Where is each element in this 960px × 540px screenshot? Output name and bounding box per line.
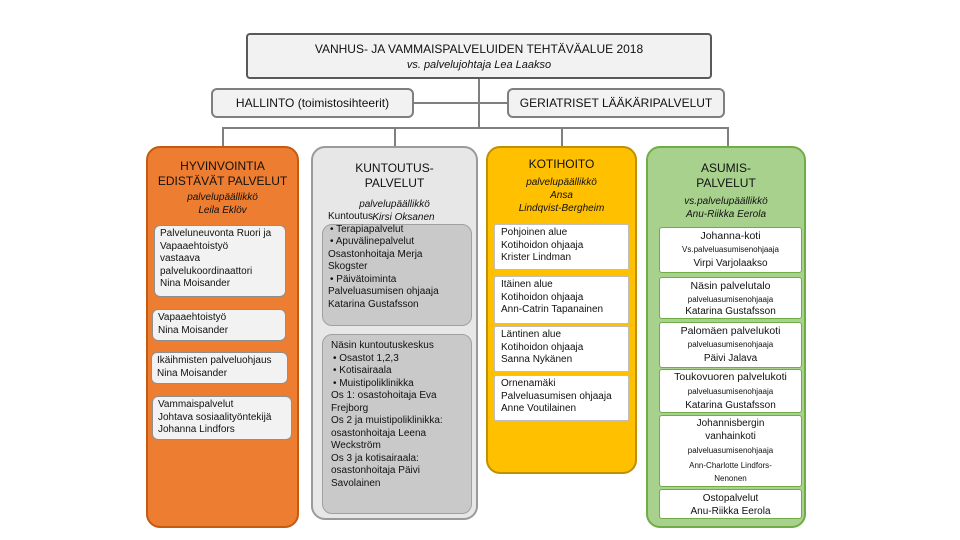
asumis-title-1: ASUMIS- (700, 161, 751, 175)
hyvinvointi-card-3 (151, 352, 288, 384)
unit-role: palveluasumisenohjaaja (687, 446, 774, 455)
unit-role: palveluasumisenohjaaja (687, 340, 774, 349)
unit-name: vanhainkoti (705, 431, 756, 442)
card-line: Läntinen alue (501, 329, 562, 340)
card-line: Vapaaehtoistyö (160, 240, 229, 252)
director-name: vs. palvelujohtaja Lea Laakso (406, 59, 552, 71)
unit-person: Ann-Charlotte Lindfors- (689, 461, 772, 470)
hyvinvointi-title-2: EDISTÄVÄT PALVELUT (157, 174, 288, 188)
card-line: Näsin kuntoutuskeskus (331, 340, 434, 351)
card-line: Nina Moisander (157, 367, 228, 379)
kuntoutus-manager: Kirsi Oksanen (372, 212, 435, 223)
geriatric-unit: GERIATRISET LÄÄKÄRIPALVELUT (507, 88, 725, 118)
connector-horizontal (222, 127, 729, 129)
card-line: Os 2 ja muistipoliklinikka: (331, 415, 443, 426)
unit-name: Johannisbergin (696, 418, 765, 429)
card-line: Vammaispalvelut (158, 399, 234, 410)
card-line: Krister Lindman (501, 252, 572, 263)
kotihoito-card-4 (494, 375, 629, 421)
card-line: Osastonhoitaja Merja (328, 248, 423, 260)
card-line: Nina Moisander (158, 324, 229, 336)
unit-person: Katarina Gustafsson (685, 400, 776, 411)
unit-name: Ostopalvelut (702, 493, 759, 504)
asumis-unit-5 (659, 415, 802, 487)
card-line: Kotihoidon ohjaaja (501, 291, 584, 303)
hyvinvointi-card-1 (154, 225, 286, 297)
card-line: Katarina Gustafsson (328, 298, 419, 310)
asumis-unit-2 (659, 277, 802, 319)
kuntoutus-title-2: PALVELUT (364, 176, 425, 190)
card-line: Kuntoutus (328, 211, 374, 222)
card-line: • Terapiapalvelut (330, 223, 404, 235)
card-line: Itäinen alue (501, 279, 553, 290)
unit-name: Näsin palvelutalo (690, 280, 771, 292)
administration-unit: HALLINTO (toimistosihteerit) (211, 88, 414, 118)
card-line: • Muistipoliklinikka (333, 377, 414, 389)
card-line: • Kotisairaala (333, 365, 392, 376)
card-line: • Apuvälinepalvelut (330, 236, 415, 247)
card-line: Palveluasumisen ohjaaja (328, 286, 439, 297)
hyvinvointi-card-2 (152, 309, 286, 341)
card-line: Skogster (328, 261, 368, 272)
card-line: Ikäihmisten palveluohjaus (157, 355, 272, 366)
kotihoito-manager-2: Lindqvist-Bergheim (518, 203, 605, 214)
kotihoito-role: palvelupäällikkö (526, 177, 597, 188)
unit-person: Nenonen (714, 474, 747, 483)
asumis-unit-4 (659, 369, 802, 413)
asumis-unit-6 (659, 489, 802, 519)
card-line: osastonhoitaja Päivi (331, 465, 420, 476)
asumis-role: vs.palvelupäällikkö (684, 196, 768, 207)
kuntoutus-role: palvelupäällikkö (359, 199, 430, 210)
unit-role: palveluasumisenohjaaja (687, 387, 774, 396)
kotihoito-card-3 (494, 326, 629, 372)
card-line: Anne Voutilainen (501, 403, 577, 414)
unit-person: Päivi Jalava (703, 353, 758, 364)
asumis-unit-1 (659, 227, 802, 273)
asumis-manager: Anu-Riikka Eerola (685, 209, 767, 220)
unit-person: Anu-Riikka Eerola (690, 506, 771, 517)
kuntoutus-card-2 (322, 334, 472, 514)
card-line: Ornenamäki (501, 378, 556, 389)
connector-drop-2 (394, 127, 396, 147)
card-line: osastonhoitaja Leena (331, 427, 427, 439)
connector-drop-4 (727, 127, 729, 147)
card-line: Vapaaehtoistyö (158, 312, 227, 323)
card-line: Johanna Lindfors (158, 424, 235, 435)
kotihoito-manager-1: Ansa (550, 190, 573, 201)
kotihoito-card-1 (494, 224, 629, 270)
unit-name: Toukovuoren palvelukoti (674, 371, 787, 383)
unit-person: Virpi Varjolaakso (693, 258, 768, 269)
card-line: Kotihoidon ohjaaja (501, 239, 584, 251)
connector-staff (414, 102, 508, 104)
card-line: • Osastot 1,2,3 (333, 352, 399, 364)
unit-name: Palomäen palvelukoti (680, 325, 781, 337)
card-line: Os 3 ja kotisairaala: (331, 452, 419, 464)
card-line: Kotihoidon ohjaaja (501, 341, 584, 353)
hyvinvointi-role: palvelupäällikkö (187, 192, 258, 203)
unit-name: Johanna-koti (700, 230, 761, 242)
unit-person: Katarina Gustafsson (685, 306, 776, 317)
card-line: Weckström (331, 440, 381, 451)
card-line: Palveluneuvonta Ruori ja (160, 228, 272, 239)
unit-role: Vs.palveluasumisenohjaaja (682, 245, 779, 254)
asumis-title-2: PALVELUT (696, 176, 756, 190)
connector-drop-3 (561, 127, 563, 147)
hyvinvointi-card-4 (152, 396, 292, 440)
connector-drop-1 (222, 127, 224, 147)
org-title: VANHUS- JA VAMMAISPALVELUIDEN TEHTÄVÄALUE 2018 (314, 42, 644, 56)
kotihoito-card-2 (494, 276, 629, 324)
kotihoito-title: KOTIHOITO (528, 157, 595, 171)
card-line: Pohjoinen alue (501, 227, 568, 238)
director-box (246, 33, 712, 79)
card-line: Savolainen (331, 477, 381, 489)
card-line: palvelukoordinaattori (160, 265, 253, 277)
kuntoutus-title-1: KUNTOUTUS- (355, 161, 434, 175)
card-line: Palveluasumisen ohjaaja (501, 390, 612, 402)
card-line: Os 1: osastohoitaja Eva (331, 390, 437, 401)
card-line: Johtava sosiaalityöntekijä (158, 411, 272, 423)
card-line: vastaava (160, 253, 201, 264)
hyvinvointi-title-1: HYVINVOINTIA (180, 159, 265, 173)
card-line: Nina Moisander (160, 278, 231, 289)
card-line: Frejborg (331, 402, 369, 414)
unit-role: palveluasumisenohjaaja (687, 295, 774, 304)
card-line: Ann-Catrin Tapanainen (501, 304, 604, 315)
asumis-unit-3 (659, 322, 802, 368)
hyvinvointi-manager: Leila Eklöv (198, 205, 247, 216)
card-line: Sanna Nykänen (501, 354, 573, 365)
card-line: • Päivätoiminta (330, 273, 397, 285)
